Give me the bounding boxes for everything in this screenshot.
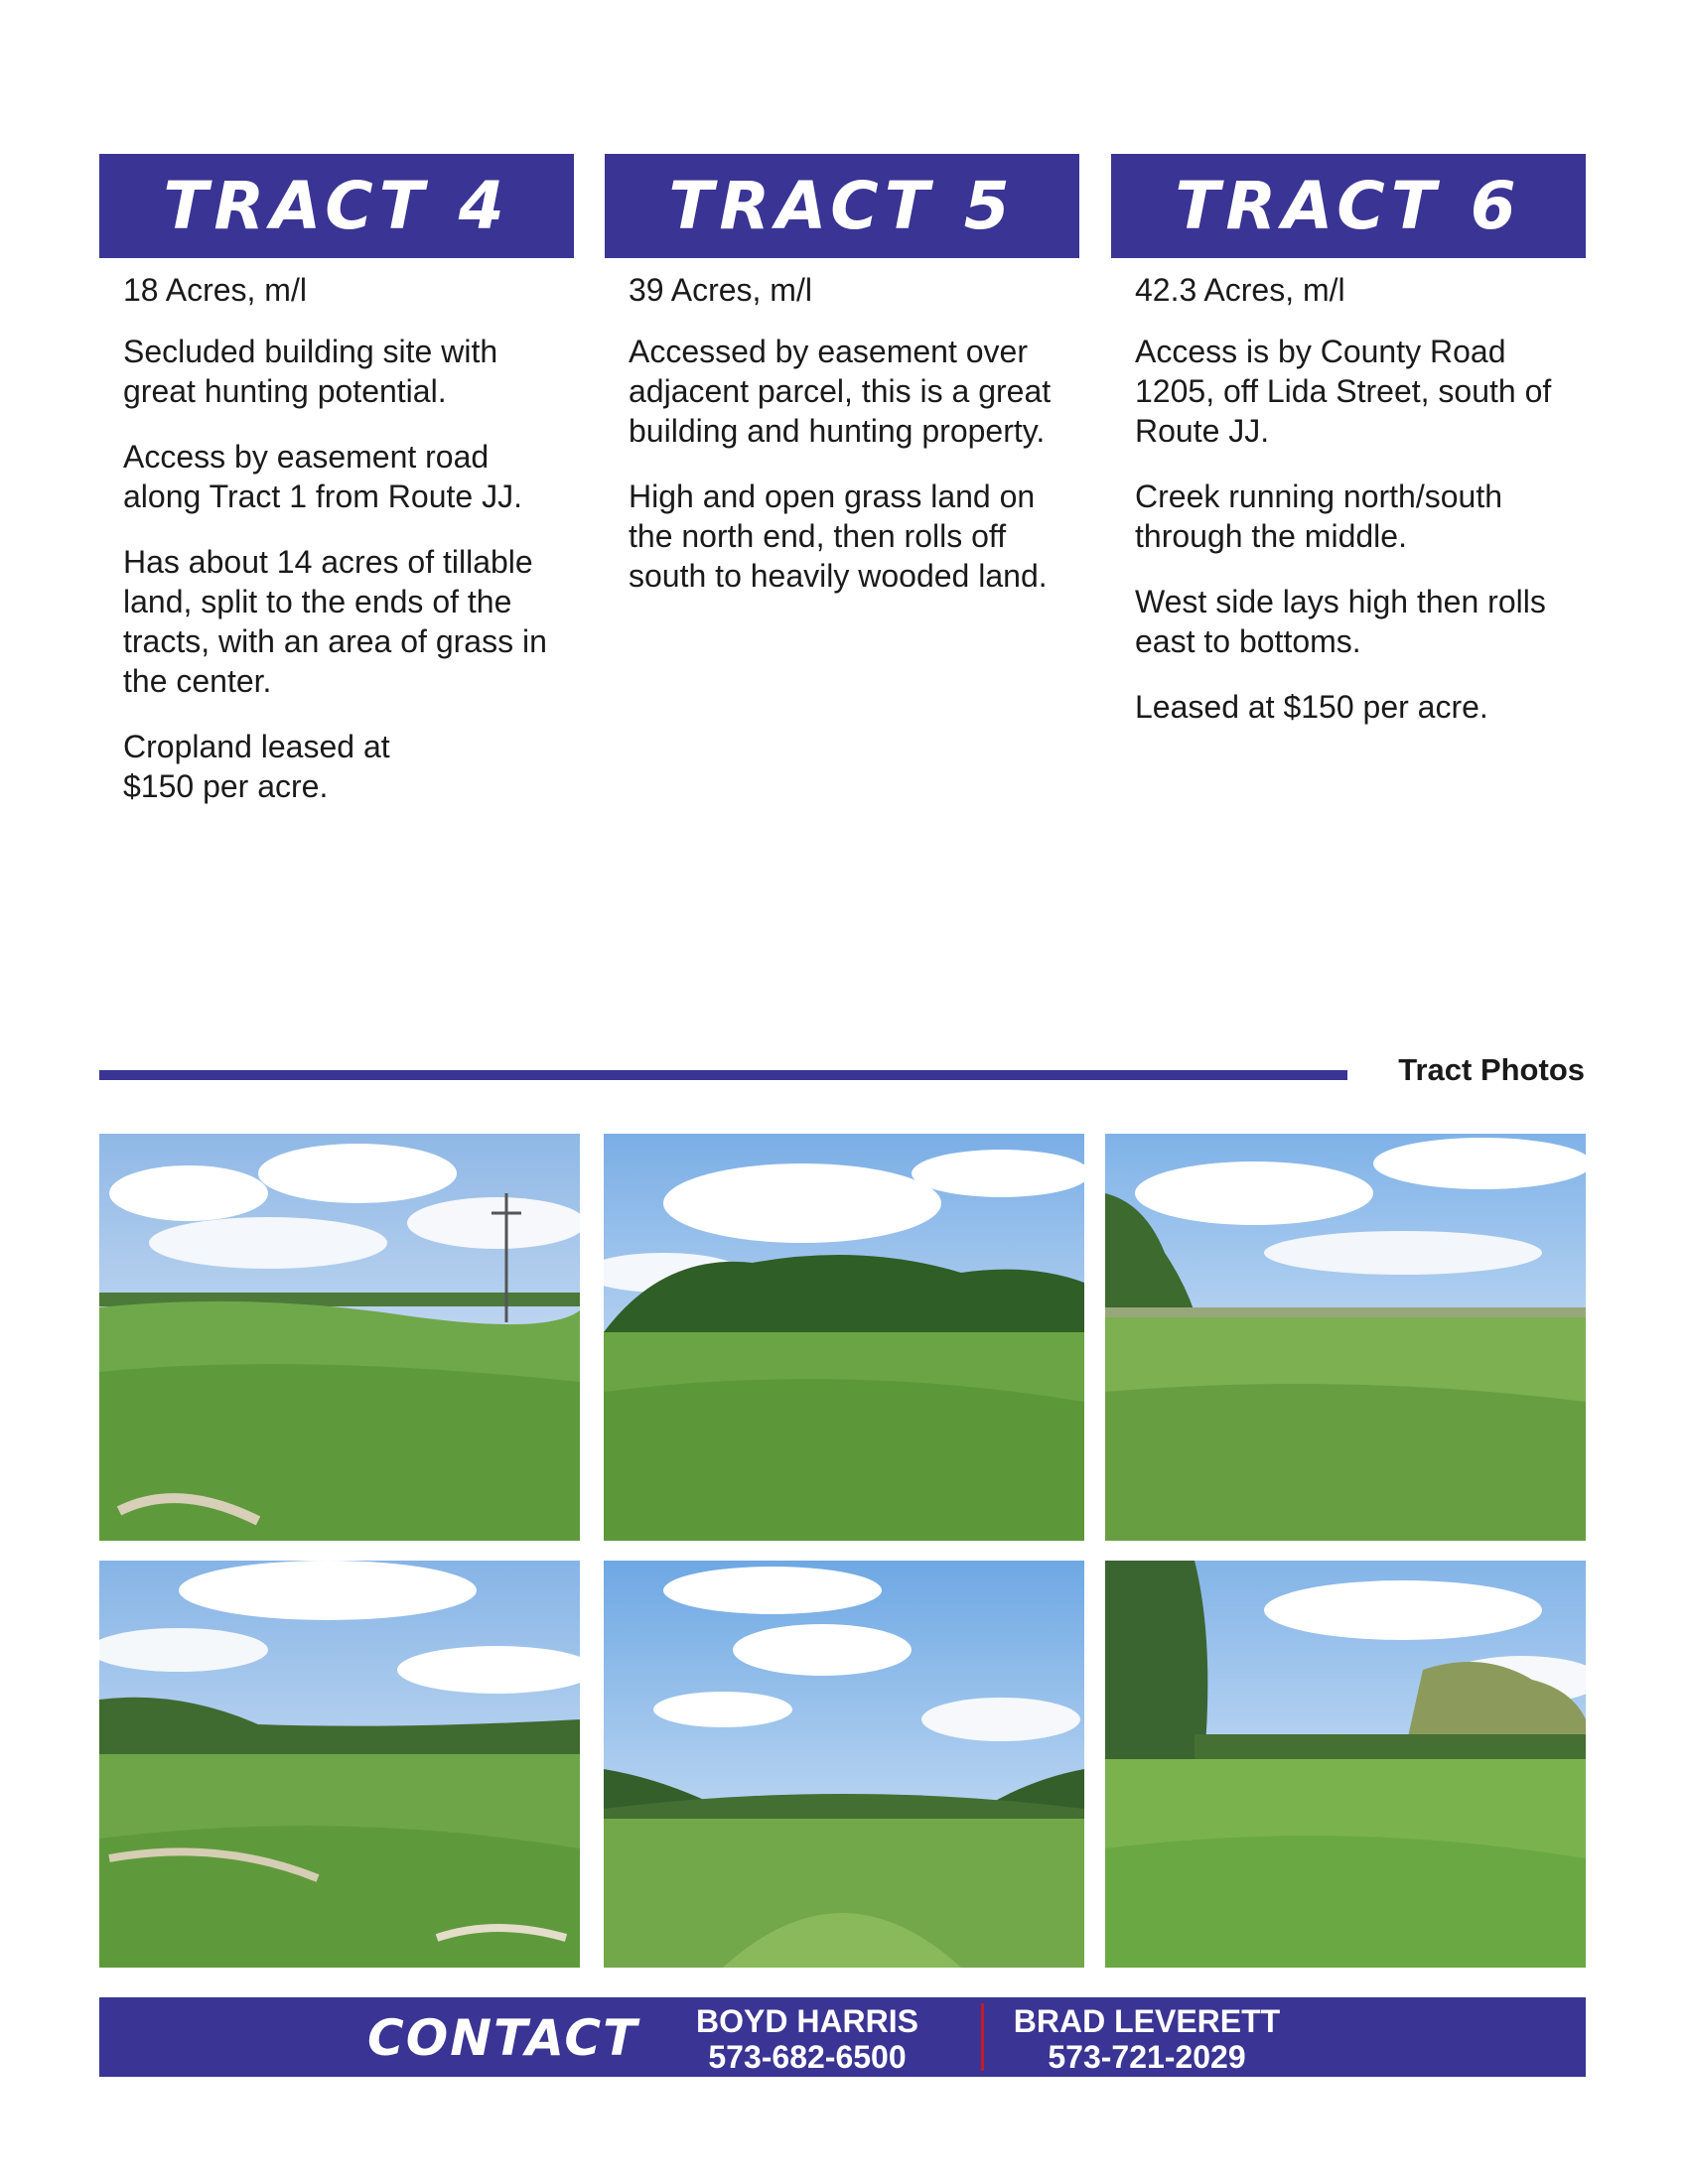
contact-phone[interactable]: 573-682-6500 — [708, 2039, 907, 2075]
tract-5-acres: 39 Acres, m/l — [629, 272, 812, 308]
tract-4-acres: 18 Acres, m/l — [123, 272, 307, 308]
tract-5-paragraph: High and open grass land on the north end, then rolls off south to heavily wooded land. — [629, 478, 1048, 594]
tract-6-header: TRACT 6 — [1111, 154, 1586, 258]
tract-6-description — [1111, 258, 1586, 727]
tract-4-paragraph: Has about 14 acres of tillable land, split to the ends of the tracts, with an area of grass in the center. — [123, 544, 547, 699]
tract-6-paragraph: Creek running north/south through the middle. — [1135, 478, 1502, 554]
contact-person — [1003, 2003, 1291, 2075]
tract-4-header: TRACT 4 — [99, 154, 574, 258]
tract-photo — [99, 1134, 580, 1541]
tract-photo — [1105, 1561, 1586, 1968]
tract-photo — [99, 1561, 580, 1968]
photos-section-title: Tract Photos — [1398, 1052, 1585, 1087]
tract-6-acres: 42.3 Acres, m/l — [1135, 272, 1345, 308]
tract-photo — [1105, 1134, 1586, 1541]
tract-4-paragraph: Access by easement road along Tract 1 from Route JJ. — [123, 439, 522, 514]
tract-5-description — [605, 258, 1079, 596]
contact-phone[interactable]: 573-721-2029 — [1048, 2039, 1246, 2075]
contact-person — [693, 2003, 921, 2075]
tract-4-paragraph: Cropland leased at $150 per acre. — [123, 729, 390, 804]
tract-6-paragraph: Access is by County Road 1205, off Lida Street, south of Route JJ. — [1135, 334, 1552, 449]
tract-4-column — [99, 154, 574, 832]
section-divider — [99, 1070, 1347, 1080]
tract-6-paragraph: West side lays high then rolls east to bottoms. — [1135, 584, 1546, 659]
tract-6-column — [1111, 154, 1586, 752]
contact-label: CONTACT — [367, 2009, 639, 2067]
tract-4-description — [99, 258, 574, 806]
tract-4-paragraph: Secluded building site with great hunting potential. — [123, 334, 498, 409]
tract-6-paragraph: Leased at $150 per acre. — [1135, 689, 1488, 725]
contact-name: BOYD HARRIS — [695, 2003, 918, 2039]
tract-5-column — [605, 154, 1079, 621]
tract-photo — [604, 1134, 1084, 1541]
tract-photo — [604, 1561, 1084, 1968]
tract-5-header: TRACT 5 — [605, 154, 1079, 258]
tract-5-paragraph: Accessed by easement over adjacent parcel, this is a great building and hunting property. — [629, 334, 1052, 449]
contact-name: BRAD LEVERETT — [1013, 2003, 1281, 2039]
contact-bar — [99, 1997, 1586, 2077]
contact-divider — [981, 2003, 984, 2071]
